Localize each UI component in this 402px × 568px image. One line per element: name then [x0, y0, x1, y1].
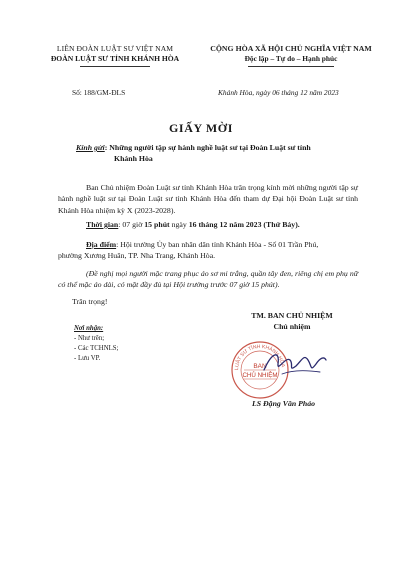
place-and-date: Khánh Hòa, ngày 06 tháng 12 năm 2023 — [218, 88, 339, 97]
signer-name: LS Đặng Văn Pháo — [252, 399, 316, 408]
recipients-list — [74, 324, 118, 364]
time-part: : 07 giờ — [118, 220, 145, 229]
invitation-paragraph: Ban Chủ nhiệm Đoàn Luật sư tỉnh Khánh Hòa trân trọng kính mời những người tập sự hành nghề luật sư tại Đoàn Luật sư tỉnh Khánh Hòa đến tham dự Đại hội Đoàn Luật sư tỉnh Khánh Hòa nhiệm kỳ X (2023-2028). — [58, 183, 358, 215]
issuing-organization — [40, 44, 190, 67]
signer-org-title: TM. BAN CHỦ NHIỆM — [251, 311, 333, 320]
signature-block — [232, 310, 352, 332]
salutation — [76, 142, 366, 164]
salutation-recipients-cont: Khánh Hòa — [114, 154, 153, 163]
dress-code-note: (Đề nghị mọi người mặc trang phục áo sơ mi trắng, quần tây đen, riêng chị em phụ nữ có thể mặc áo dài, có mặt đầy đủ tại Hội trường trước 07 giờ 15 phút). — [58, 269, 358, 290]
document-title: GIẤY MỜI — [168, 121, 234, 135]
salutation-label: Kính gửi — [76, 143, 105, 152]
closing-greeting: Trân trọng! — [72, 297, 108, 306]
recipient-item: - Các TCHNLS; — [74, 345, 119, 352]
bar-association-name: ĐOÀN LUẬT SƯ TỈNH KHÁNH HÒA — [50, 54, 180, 63]
seal-ring-text: LUẬT SƯ TỈNH KHÁNH HÒA — [233, 343, 286, 371]
event-time — [58, 219, 358, 230]
federation-name: LIÊN ĐOÀN LUẬT SƯ VIỆT NAM — [56, 44, 174, 53]
recipient-item: - Lưu VP. — [74, 355, 101, 362]
venue-address: : Hội trường Ủy ban nhân dân tỉnh Khánh Hòa - Số 01 Trần Phú, — [116, 240, 319, 249]
event-date: 16 tháng 12 năm 2023 (Thứ Bảy). — [188, 220, 300, 229]
republic-name: CỘNG HÒA XÃ HỘI CHỦ NGHĨA VIỆT NAM — [210, 44, 372, 53]
event-venue — [58, 239, 358, 262]
recipients-heading: Nơi nhận: — [74, 325, 104, 332]
divider — [80, 66, 150, 67]
motto: Độc lập – Tự do – Hạnh phúc — [244, 54, 338, 63]
national-motto — [196, 44, 386, 67]
document-number: Số: 188/GM-ĐLS — [72, 88, 126, 97]
time-part: ngày — [169, 220, 189, 229]
seal-text-top: BAN — [253, 363, 267, 370]
handwritten-signature-icon — [258, 346, 330, 382]
venue-address-cont: phường Xương Huân, TP. Nha Trang, Khánh Hòa. — [58, 251, 216, 261]
time-minutes: 15 phút — [144, 220, 170, 229]
signer-role: Chủ nhiệm — [273, 322, 311, 331]
venue-label: Địa điểm — [86, 240, 117, 249]
salutation-recipients: : Những người tập sự hành nghề luật sư tại Đoàn Luật sư tỉnh — [104, 143, 311, 152]
time-label: Thời gian — [86, 220, 119, 229]
divider — [248, 66, 334, 67]
recipient-item: - Như trên; — [74, 335, 105, 342]
seal-text-bottom: CHỦ NHIỆM — [242, 372, 278, 379]
